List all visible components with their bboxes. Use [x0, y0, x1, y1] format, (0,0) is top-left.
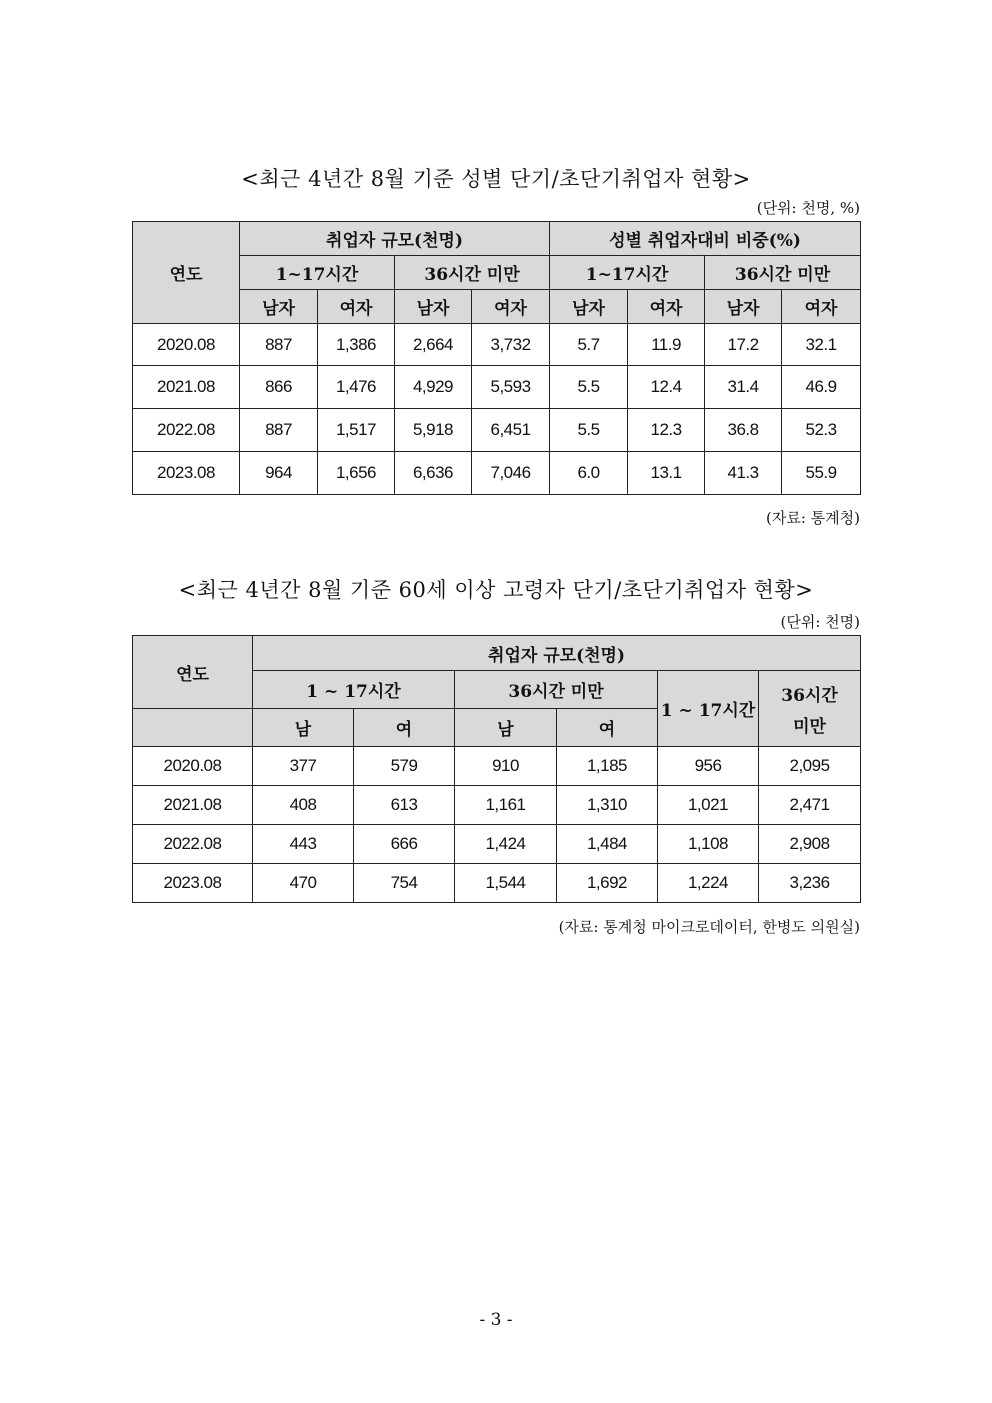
- value-cell: 666: [354, 825, 455, 864]
- gender-header: 남자: [395, 290, 472, 324]
- value-cell: 1,692: [557, 864, 658, 903]
- value-cell: 6.0: [550, 452, 628, 495]
- value-cell: 910: [455, 747, 557, 786]
- value-cell: 408: [253, 786, 354, 825]
- value-cell: 4,929: [395, 366, 472, 409]
- value-cell: 613: [354, 786, 455, 825]
- value-cell: 12.4: [628, 366, 705, 409]
- gender-header: 여자: [628, 290, 705, 324]
- value-cell: 1,224: [658, 864, 759, 903]
- value-cell: 1,108: [658, 825, 759, 864]
- value-cell: 12.3: [628, 409, 705, 452]
- value-cell: 1,424: [455, 825, 557, 864]
- year-cell: 2020.08: [133, 747, 253, 786]
- table1-title: <최근 4년간 8월 기준 성별 단기/초단기취업자 현황>: [241, 167, 751, 191]
- table-row: [133, 409, 861, 452]
- value-cell: 754: [354, 864, 455, 903]
- table-row: [133, 786, 861, 825]
- gender-header: 남자: [705, 290, 782, 324]
- sub-header: 36시간 미만: [395, 256, 550, 290]
- value-cell: 11.9: [628, 324, 705, 366]
- year-cell: 2022.08: [133, 409, 240, 452]
- year-cell: 2023.08: [133, 452, 240, 495]
- value-cell: 46.9: [782, 366, 861, 409]
- value-cell: 1,185: [557, 747, 658, 786]
- year-cell: 2020.08: [133, 324, 240, 366]
- table-row: [133, 452, 861, 495]
- table2-source: (자료: 통계청 마이크로데이터, 한병도 의원실): [558, 918, 860, 936]
- value-cell: 5.5: [550, 366, 628, 409]
- value-cell: 887: [240, 324, 318, 366]
- page-number: - 3 -: [479, 1310, 513, 1330]
- value-cell: 13.1: [628, 452, 705, 495]
- gender-header: 남자: [550, 290, 628, 324]
- value-cell: 470: [253, 864, 354, 903]
- value-cell: 6,636: [395, 452, 472, 495]
- table1: [132, 221, 861, 495]
- value-cell: 3,732: [472, 324, 550, 366]
- year-header: 연도: [133, 222, 240, 324]
- sub-header: 1~17시간: [550, 256, 705, 290]
- sub-header: 36시간 미만: [455, 671, 658, 709]
- year-header-blank: [133, 709, 253, 747]
- sub-header: 36시간 미만: [705, 256, 861, 290]
- total-header-line2: 미만: [793, 716, 826, 737]
- value-cell: 2,095: [759, 747, 861, 786]
- value-cell: 5,918: [395, 409, 472, 452]
- gender-header: 여자: [782, 290, 861, 324]
- value-cell: 7,046: [472, 452, 550, 495]
- value-cell: 55.9: [782, 452, 861, 495]
- table-row: [133, 864, 861, 903]
- value-cell: 5.7: [550, 324, 628, 366]
- group-header-size: 취업자 규모(천명): [253, 636, 861, 671]
- value-cell: 52.3: [782, 409, 861, 452]
- value-cell: 1,021: [658, 786, 759, 825]
- value-cell: 1,310: [557, 786, 658, 825]
- year-cell: 2023.08: [133, 864, 253, 903]
- gender-header: 여: [354, 709, 455, 747]
- sub-header: 1 ~ 17시간: [253, 671, 455, 709]
- gender-header: 여: [557, 709, 658, 747]
- total-header-line1: 36시간: [781, 685, 838, 706]
- value-cell: 443: [253, 825, 354, 864]
- table2: [132, 635, 861, 903]
- value-cell: 5.5: [550, 409, 628, 452]
- value-cell: 41.3: [705, 452, 782, 495]
- value-cell: 1,161: [455, 786, 557, 825]
- value-cell: 2,471: [759, 786, 861, 825]
- value-cell: 1,517: [318, 409, 395, 452]
- total-header-under36: [759, 671, 861, 747]
- sub-header: 1~17시간: [240, 256, 395, 290]
- value-cell: 3,236: [759, 864, 861, 903]
- table2-title: <최근 4년간 8월 기준 60세 이상 고령자 단기/초단기취업자 현황>: [178, 578, 814, 602]
- total-header-short: 1 ~ 17시간: [658, 671, 759, 747]
- value-cell: 1,544: [455, 864, 557, 903]
- value-cell: 31.4: [705, 366, 782, 409]
- group-header-size: 취업자 규모(천명): [240, 222, 550, 256]
- year-header: 연도: [133, 636, 253, 709]
- year-cell: 2021.08: [133, 366, 240, 409]
- value-cell: 377: [253, 747, 354, 786]
- value-cell: 36.8: [705, 409, 782, 452]
- value-cell: 866: [240, 366, 318, 409]
- value-cell: 887: [240, 409, 318, 452]
- value-cell: 1,484: [557, 825, 658, 864]
- gender-header: 남: [253, 709, 354, 747]
- value-cell: 2,908: [759, 825, 861, 864]
- value-cell: 1,386: [318, 324, 395, 366]
- gender-header: 여자: [318, 290, 395, 324]
- value-cell: 5,593: [472, 366, 550, 409]
- value-cell: 956: [658, 747, 759, 786]
- table-row: [133, 825, 861, 864]
- value-cell: 579: [354, 747, 455, 786]
- gender-header: 남: [455, 709, 557, 747]
- table-row: [133, 324, 861, 366]
- table-row: [133, 747, 861, 786]
- table-row: [133, 366, 861, 409]
- value-cell: 964: [240, 452, 318, 495]
- table1-unit: (단위: 천명, %): [756, 199, 860, 217]
- year-cell: 2022.08: [133, 825, 253, 864]
- value-cell: 17.2: [705, 324, 782, 366]
- gender-header: 남자: [240, 290, 318, 324]
- value-cell: 1,656: [318, 452, 395, 495]
- table1-source: (자료: 통계청): [766, 509, 860, 527]
- gender-header: 여자: [472, 290, 550, 324]
- table2-unit: (단위: 천명): [780, 613, 860, 631]
- value-cell: 2,664: [395, 324, 472, 366]
- year-cell: 2021.08: [133, 786, 253, 825]
- value-cell: 32.1: [782, 324, 861, 366]
- group-header-ratio: 성별 취업자대비 비중(%): [550, 222, 861, 256]
- value-cell: 6,451: [472, 409, 550, 452]
- value-cell: 1,476: [318, 366, 395, 409]
